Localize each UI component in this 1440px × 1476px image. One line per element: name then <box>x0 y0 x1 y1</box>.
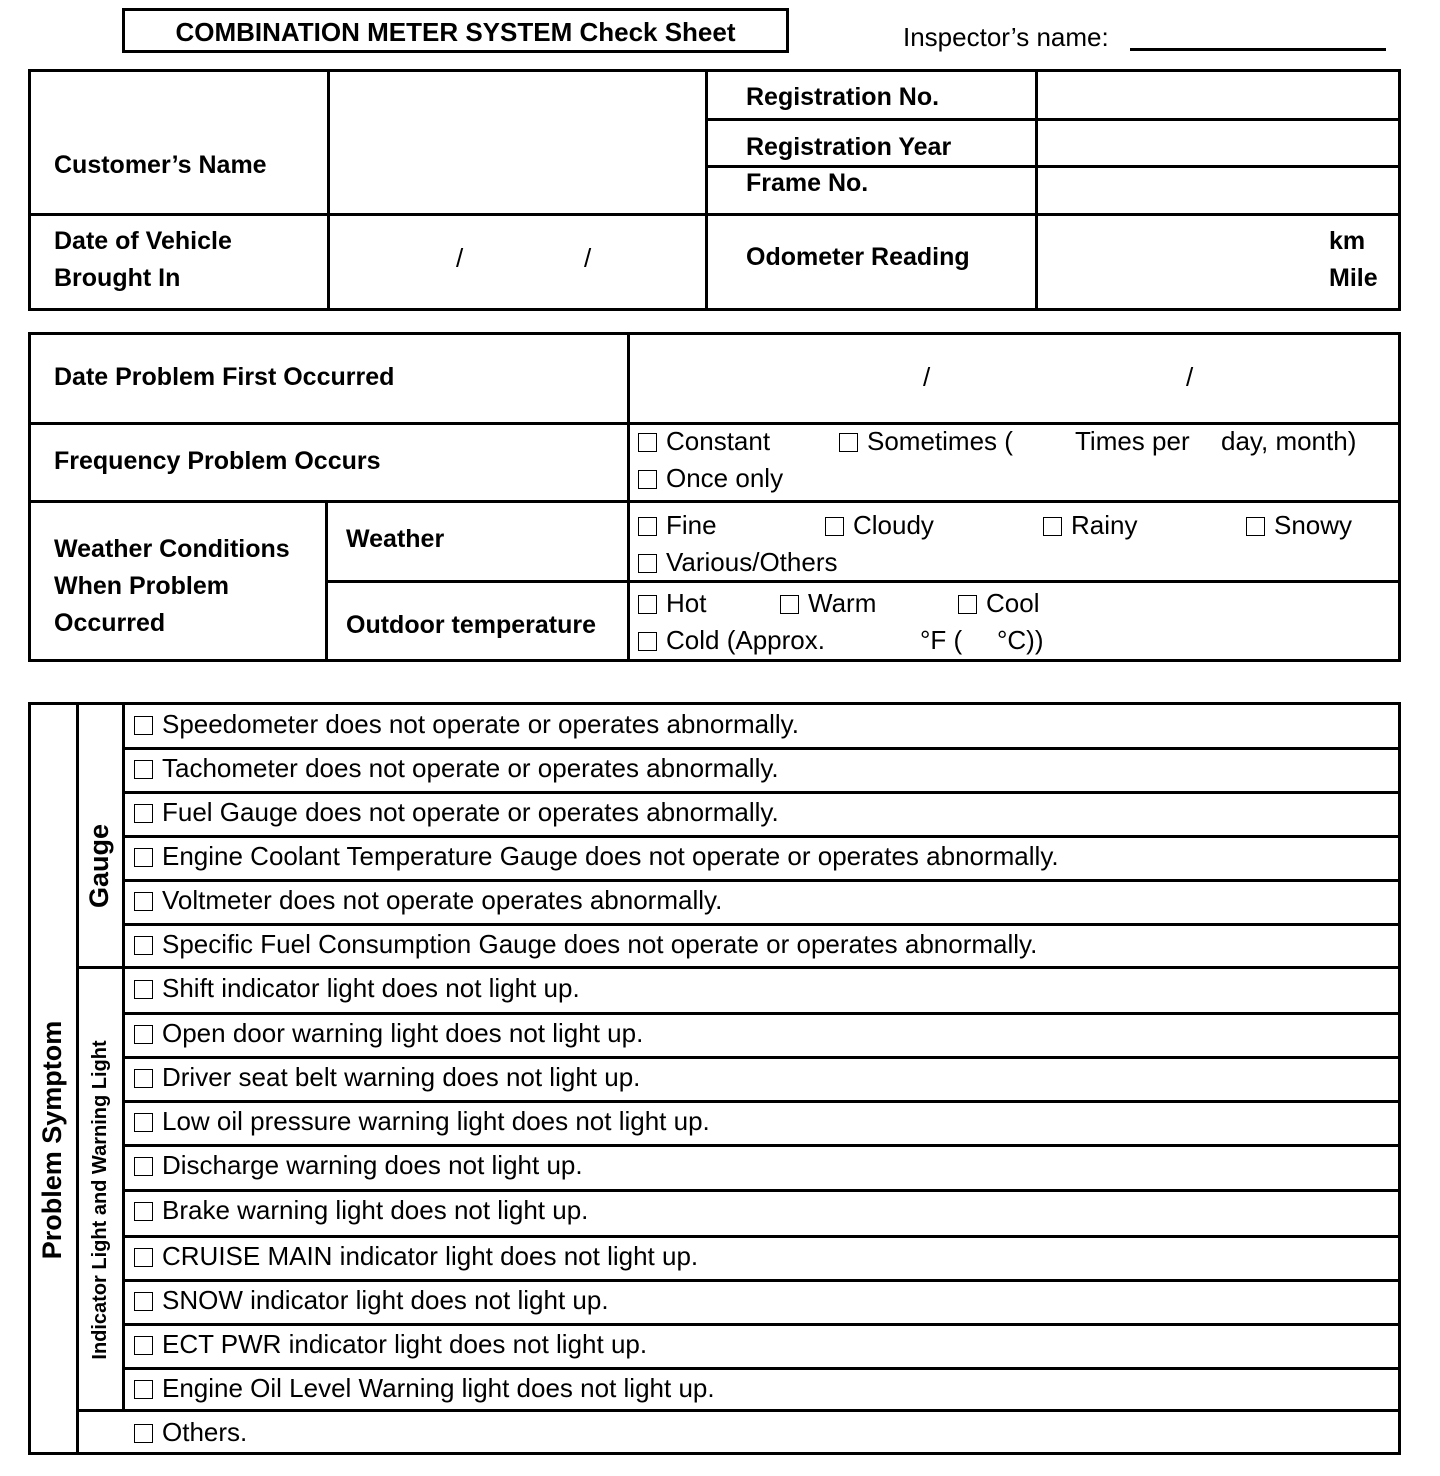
indicator-symptom-item[interactable]: Brake warning light does not light up. <box>134 1195 588 1225</box>
indicator-light-label: Indicator Light and Warning Light <box>89 1040 111 1360</box>
gauge-symptom-item[interactable]: Speedometer does not operate or operates abnormally. <box>134 709 799 739</box>
inspector-name-field[interactable] <box>1130 48 1386 51</box>
option-once-only[interactable]: Once only <box>638 460 783 497</box>
row-divider <box>122 1144 1401 1147</box>
gauge-symptom-item[interactable]: Engine Coolant Temperature Gauge does not operate or operates abnormally. <box>134 841 1059 871</box>
odometer-label: Odometer Reading <box>746 243 970 271</box>
inspector-name-label: Inspector’s name: <box>903 22 1109 52</box>
checkbox[interactable] <box>134 980 153 999</box>
checkbox[interactable] <box>638 632 657 651</box>
row-divider <box>122 1367 1401 1370</box>
indicator-symptom-item[interactable]: Discharge warning does not light up. <box>134 1150 583 1180</box>
checkbox[interactable] <box>134 1336 153 1355</box>
checkbox[interactable] <box>780 595 799 614</box>
indicator-symptom-item[interactable]: Low oil pressure warning light does not light up. <box>134 1106 710 1136</box>
gauge-symptom-item[interactable]: Tachometer does not operate or operates abnormally. <box>134 753 779 783</box>
indicator-symptom-item[interactable]: Open door warning light does not light up. <box>134 1018 643 1048</box>
row-divider <box>122 1189 1401 1192</box>
registration-year-label: Registration Year <box>746 133 952 161</box>
option-constant[interactable]: Constant <box>638 423 770 460</box>
checkbox[interactable] <box>1043 517 1062 536</box>
checkbox[interactable] <box>134 1424 153 1443</box>
row-divider <box>122 835 1401 838</box>
weather-label: Weather <box>346 525 445 553</box>
unit-mile: Mile <box>1329 264 1378 292</box>
checkbox[interactable] <box>134 804 153 823</box>
checkbox[interactable] <box>134 1202 153 1221</box>
row-divider <box>122 791 1401 794</box>
deg-c-label: °C)) <box>997 625 1044 655</box>
weather-cloudy[interactable]: Cloudy <box>825 507 934 544</box>
checkbox[interactable] <box>134 1292 153 1311</box>
row-divider <box>122 1056 1401 1059</box>
date-slash-1: / <box>456 243 464 273</box>
date-first-occurred-label: Date Problem First Occurred <box>54 363 395 391</box>
day-month-label: day, month) <box>1221 426 1357 456</box>
frame-no-field[interactable] <box>1039 169 1397 212</box>
indicator-symptom-item[interactable]: SNOW indicator light does not light up. <box>134 1285 609 1315</box>
checkbox[interactable] <box>134 716 153 735</box>
checkbox[interactable] <box>134 1069 153 1088</box>
row-divider <box>122 1235 1401 1238</box>
checkbox[interactable] <box>134 1025 153 1044</box>
customer-name-field[interactable] <box>331 73 703 211</box>
indicator-symptom-item[interactable]: ECT PWR indicator light does not light up. <box>134 1329 647 1359</box>
occ-date-slash-1: / <box>923 362 931 392</box>
times-per-label: Times per <box>1075 426 1190 456</box>
row-divider <box>122 879 1401 882</box>
temp-cool[interactable]: Cool <box>958 585 1039 622</box>
checkbox[interactable] <box>134 936 153 955</box>
row-divider <box>122 1279 1401 1282</box>
checkbox[interactable] <box>134 892 153 911</box>
weather-various[interactable]: Various/Others <box>638 544 837 581</box>
indicator-symptom-item[interactable]: Shift indicator light does not light up. <box>134 973 580 1003</box>
option-sometimes[interactable]: Sometimes ( <box>839 423 1013 460</box>
page-title: COMBINATION METER SYSTEM Check Sheet <box>175 17 736 47</box>
frequency-label: Frequency Problem Occurs <box>54 447 381 475</box>
occ-date-slash-2: / <box>1186 362 1194 392</box>
date-brought-in-label-line2: Brought In <box>54 264 181 292</box>
row-divider <box>122 747 1401 750</box>
unit-km: km <box>1329 227 1366 255</box>
checkbox[interactable] <box>638 470 657 489</box>
checkbox[interactable] <box>839 433 858 452</box>
problem-symptom-label: Problem Symptom <box>37 1020 67 1260</box>
checkbox[interactable] <box>638 433 657 452</box>
indicator-symptom-item[interactable]: Driver seat belt warning does not light up. <box>134 1062 640 1092</box>
checkbox[interactable] <box>134 1113 153 1132</box>
checkbox[interactable] <box>1246 517 1265 536</box>
gauge-symptom-item[interactable]: Fuel Gauge does not operate or operates abnormally. <box>134 797 779 827</box>
checkbox[interactable] <box>825 517 844 536</box>
date-slash-2: / <box>584 243 592 273</box>
gauge-symptom-item[interactable]: Voltmeter does not operate operates abnormally. <box>134 885 722 915</box>
temp-warm[interactable]: Warm <box>780 585 876 622</box>
checkbox[interactable] <box>638 554 657 573</box>
indicator-symptom-item[interactable]: CRUISE MAIN indicator light does not light up. <box>134 1241 698 1271</box>
weather-conditions-line1: Weather Conditions <box>54 535 290 563</box>
outdoor-temperature-label: Outdoor temperature <box>346 611 597 639</box>
deg-f-label: °F ( <box>920 625 963 655</box>
checkbox[interactable] <box>134 1157 153 1176</box>
checkbox[interactable] <box>134 848 153 867</box>
date-first-occurred-field[interactable] <box>631 336 1397 421</box>
odometer-field[interactable] <box>1039 217 1319 307</box>
row-divider <box>122 1012 1401 1015</box>
frame-no-label: Frame No. <box>746 169 869 197</box>
weather-conditions-line2: When Problem <box>54 572 230 600</box>
gauge-label: Gauge <box>84 823 114 909</box>
registration-no-field[interactable] <box>1039 73 1397 117</box>
weather-rainy[interactable]: Rainy <box>1043 507 1137 544</box>
checkbox[interactable] <box>638 595 657 614</box>
gauge-symptom-item[interactable]: Specific Fuel Consumption Gauge does not operate or operates abnormally. <box>134 929 1037 959</box>
checkbox[interactable] <box>134 760 153 779</box>
checkbox[interactable] <box>134 1380 153 1399</box>
row-divider <box>122 923 1401 926</box>
row-divider <box>122 1100 1401 1103</box>
indicator-symptom-item[interactable]: Engine Oil Level Warning light does not light up. <box>134 1373 715 1403</box>
weather-snowy[interactable]: Snowy <box>1246 507 1352 544</box>
checkbox[interactable] <box>638 517 657 536</box>
registration-year-field[interactable] <box>1039 122 1397 164</box>
date-brought-in-label-line1: Date of Vehicle <box>54 227 232 255</box>
customer-name-label: Customer’s Name <box>54 151 267 179</box>
date-brought-in-field[interactable] <box>331 217 703 307</box>
checkbox[interactable] <box>134 1248 153 1267</box>
weather-conditions-line3: Occurred <box>54 609 166 637</box>
temp-cold[interactable]: Cold (Approx. <box>638 622 825 659</box>
checkbox[interactable] <box>958 595 977 614</box>
registration-no-label: Registration No. <box>746 83 940 111</box>
temp-hot[interactable]: Hot <box>638 585 706 622</box>
row-divider <box>122 1323 1401 1326</box>
weather-fine[interactable]: Fine <box>638 507 717 544</box>
title-box <box>122 8 789 53</box>
others-item[interactable]: Others. <box>134 1417 247 1447</box>
